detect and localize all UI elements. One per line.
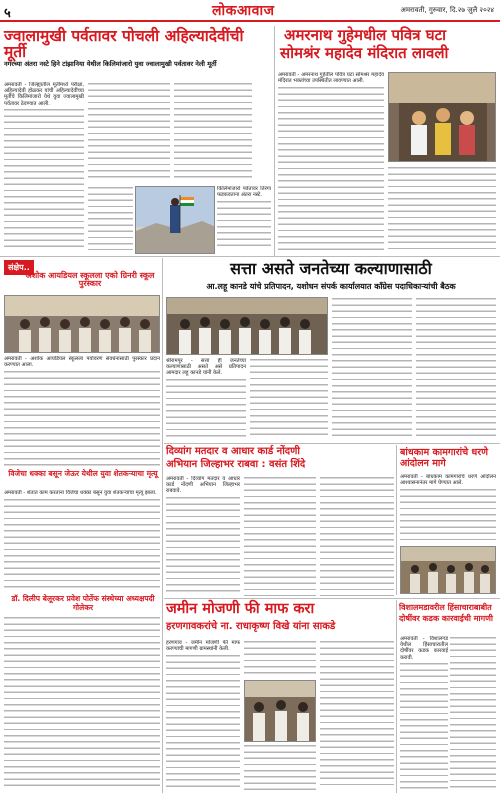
amarnath-headline-line1: अमरनाथ गुहेमधील पवित्र घटा [284, 26, 447, 44]
meeting-hall-photo [167, 298, 328, 355]
divyang-body-col2 [244, 476, 316, 596]
amarnath-body-lead: अमरावती - अमरनाथ गुहेतील पवित्र घटा सोमश्रंर महादेव मंदिरात भक्तांच्या उपस्थितीत लावण्यात आली. [278, 72, 384, 85]
section-divider [164, 598, 500, 599]
sakshep-item2-lead: अमरावती - शेतात काम करताना विजेचा धक्का बसून युवा शेतकऱ्याचा मृत्यू झाला. [4, 490, 157, 496]
jwalamukhi-body-col1 [4, 82, 84, 250]
amarnath-body-col2 [388, 166, 496, 250]
jwalamukhi-body-col3 [174, 82, 252, 182]
jamin-body-col3 [244, 744, 316, 790]
sakshep-item2-body [4, 490, 160, 590]
jwalamukhi-headline: ज्वालामुखी पर्वतावर पोचली अहिल्यादेवींची मूर्ती [4, 27, 244, 62]
satta-body-col4 [416, 297, 496, 440]
jamin-body-lead: हरणगाव - जमीन मोजणी फी माफ करण्याची मागणी ग्रामस्थांनी केली. [166, 640, 240, 653]
bandhkam-body-col1 [400, 474, 496, 544]
sakshep-label: संक्षेप.. [4, 260, 34, 275]
bandhkam-photo [400, 546, 496, 594]
column-divider [274, 26, 275, 256]
column-divider [396, 445, 397, 595]
masthead [0, 0, 500, 22]
jwalamukhi-body-col5 [217, 186, 271, 250]
workers-protest-photo [401, 547, 496, 594]
jwalamukhi-body-lead: अमरावती - जिल्ह्यातील मूर्तीमध्ये परीक्षा, अहिल्यादेवी होळकर यांची अहिल्यादेवींच्या मूर्तीचे किलिमांजारो येथे युवा ज्वालामुखी पर्वतावर ठेवण्यात आली. [4, 82, 84, 107]
satta-body-col2 [250, 358, 328, 440]
jwalamukhi-body-col4 [88, 186, 133, 250]
temple-ceremony-photo [389, 73, 496, 162]
divyang-headline-line1: दिव्यांग मतदार व आधार कार्ड नोंदणी [166, 446, 300, 457]
amarnath-headline-line2: सोमश्रंर महादेव मंदिरात लावली [280, 44, 449, 62]
jamin-photo [244, 680, 316, 742]
jamin-headline-line2: हरणगावकरांचे ना. राधाकृष्ण विखे यांना साकडे [166, 621, 336, 632]
bandhkam-headline: बांधकाम कामगारांचे धरणे आंदोलन मागे [400, 447, 489, 469]
divyang-body-col3 [320, 476, 394, 596]
section-divider [0, 256, 500, 257]
delegation-photo [245, 681, 316, 742]
jwalamukhi-photo [135, 186, 215, 254]
jwalamukhi-body-col2 [88, 82, 170, 182]
sakshep-item3-headline: डॉ. दिलीप बेलूरकर प्रवेश पोर्तेफ संस्थेच्या अध्यक्षपदी गोलेकर [11, 594, 155, 612]
dateline: अमरावती, गुरुवार, दि.२७ जुलै २०२४ [400, 6, 494, 14]
vishal-body-col1 [400, 636, 448, 790]
school-award-photo [4, 295, 160, 353]
vishal-body-col2 [450, 636, 496, 790]
amarnath-body-col1 [278, 72, 384, 250]
column-divider [162, 258, 163, 793]
jamin-headline-line1: जमीन मोजणी फी माफ करा [166, 601, 315, 617]
satta-body-lead: श्रीरामपूर - सत्ता ही जनतेच्या कल्याणासाठी असते असे प्रतिपादन आमदार लहू कानडे यांनी केले. [166, 358, 246, 377]
section-divider [164, 443, 500, 444]
satta-body-col3 [332, 297, 412, 440]
satta-body-col1 [166, 358, 246, 440]
sakshep-item1-lead: अमरावती - अशोक आयडियल स्कूलला पर्यावरण संवर्धनासाठी पुरस्कार प्रदान करण्यात आला. [4, 356, 160, 369]
sakshep-item1-headline: अशोक आयडियल स्कूलला एको ग्रिनरी स्कूल पुरस्कार [25, 271, 155, 289]
mountain-summit-photo [136, 187, 215, 254]
sakshep-item2-headline: विजेचा धक्का बसून जेऊर येथील युवा शेतकऱ्याचा मृत्यू [8, 469, 158, 478]
page-number: ५ [4, 6, 11, 21]
jwalamukhi-subhead: नगरच्या अंतरा नस्टे हिने टांझानिया येथील किलिमांजारो युवा ज्वालामुखी पर्वतावर नेली मूर्ती [4, 60, 217, 68]
column-divider [396, 600, 397, 793]
divyang-headline-line2: अभियान जिल्हाभर राबवा : वसंत शिंदे [166, 459, 306, 470]
jamin-body-col2 [244, 640, 316, 678]
jwalamukhi-caption: किलिमांजारो पर्वतावर तिरंगा फडकवताना अंतरा नस्टे. [217, 186, 271, 199]
jamin-body-col1 [166, 640, 240, 790]
sakshep-item1-body [4, 356, 160, 466]
newspaper-logo: लोकआवाज [212, 3, 275, 19]
satta-meeting-photo [166, 297, 328, 355]
jamin-body-col4 [320, 640, 394, 790]
vishal-headline-line1: विशालमडावरील हिंसाचाराबाबीत [399, 603, 492, 612]
bandhkam-body-lead: अमरावती - बांधकाम कामगारांचे धरणे आंदोलन आश्वासनानंतर मागे घेण्यात आले. [400, 474, 496, 487]
divyang-body-lead: अमरावती - दिव्यांग मतदार व आधार कार्ड नोंदणी अभियान जिल्हाभर राबवावे. [166, 476, 240, 495]
sakshep-item3-body [4, 616, 160, 790]
satta-subhead: आ.लहू कानडे यांचे प्रतिपादन, यशोधन संपर्क कार्यालयात कॉंग्रेस पदाधिकाऱ्यांची बैठक [206, 282, 456, 291]
vishal-headline-line2: दोषींवर कडक कारवाईची मागणी [399, 614, 493, 623]
satta-headline: सत्ता असते जनतेच्या कल्याणासाठी [230, 259, 432, 278]
amarnath-photo [388, 72, 496, 162]
vishal-body-lead: अमरावती - विशालगड येथील हिंसाचारातील दोषींवर कडक कारवाई करावी. [400, 636, 448, 661]
divyang-body-col1 [166, 476, 240, 596]
award-ceremony-photo [5, 296, 160, 353]
